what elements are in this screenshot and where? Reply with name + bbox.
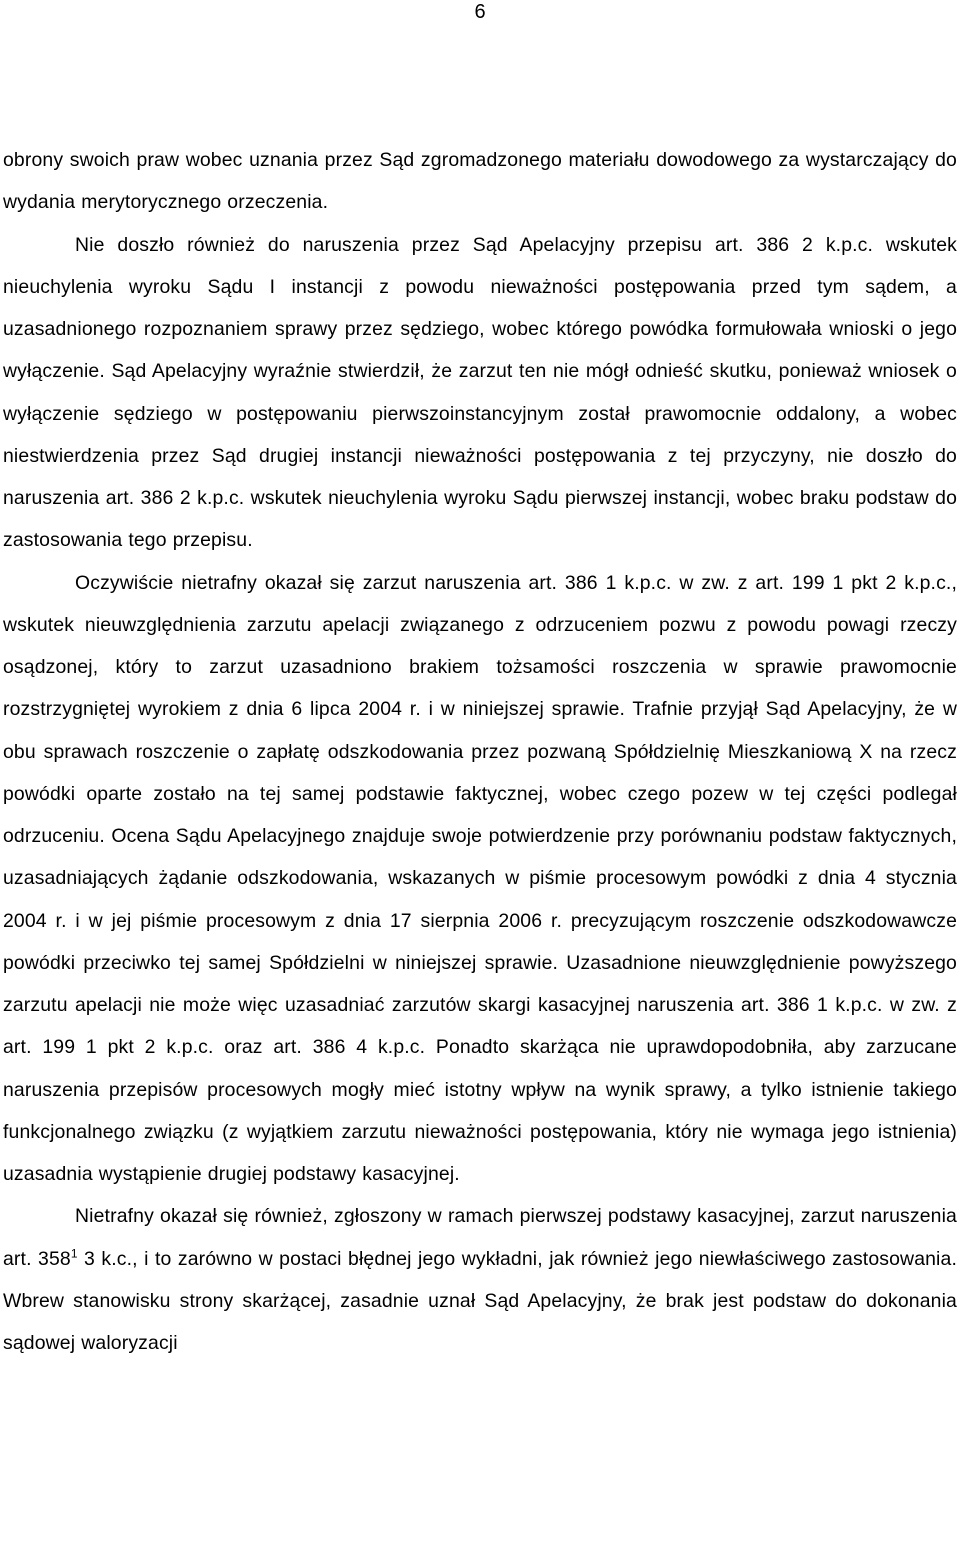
document-body	[3, 139, 957, 1364]
paragraph-2: Nie doszło również do naruszenia przez Sąd Apelacyjny przepisu art. 386 2 k.p.c. wskutek nieuchylenia wyroku Sądu I instancji z powodu nieważności postępowania przed tym sądem, a uzasadnionego rozpoznaniem sprawy przez sędziego, wobec którego powódka formułowała wnioski o jego wyłączenie. Sąd Apelacyjny wyraźnie stwierdził, że zarzut ten nie mógł odnieść skutku, ponieważ wniosek o wyłączenie sędziego w postępowaniu pierwszoinstancyjnym został prawomocnie oddalony, a wobec niestwierdzenia przez Sąd drugiej instancji nieważności postępowania z tej przyczyny, nie doszło do naruszenia art. 386 2 k.p.c. wskutek nieuchylenia wyroku Sądu pierwszej instancji, wobec braku podstaw do zastosowania tego przepisu.	[3, 233, 957, 552]
paragraph-4-superscript: 1	[70, 1246, 78, 1261]
paragraph-3: Oczywiście nietrafny okazał się zarzut naruszenia art. 386 1 k.p.c. w zw. z art. 199 1 pkt 2 k.p.c., wskutek nieuwzględnienia zarzutu apelacji związanego z odrzuceniem pozwu z powodu powagi rzeczy osądzonej, który to zarzut uzasadniono brakiem tożsamości roszczenia w sprawie prawomocnie rozstrzygniętej wyrokiem z dnia 6 lipca 2004 r. i w niniejszej sprawie. Trafnie przyjął Sąd Apelacyjny, że w obu sprawach roszczenie o zapłatę odszkodowania przez pozwaną Spółdzielnię Mieszkaniową X na rzecz powódki oparte zostało na tej samej podstawie faktycznej, wobec czego pozew w tej części podlegał odrzuceniu. Ocena Sądu Apelacyjnego znajduje swoje potwierdzenie przy porównaniu podstaw faktycznych, uzasadniających żądanie odszkodowania, wskazanych w piśmie procesowym powódki z dnia 4 stycznia 2004 r. i w jej piśmie procesowym z dnia 17 sierpnia 2006 r. precyzującym roszczenie odszkodowawcze powódki przeciwko tej samej Spółdzielni w niniejszej sprawie. Uzasadnione nieuwzględnienie powyższego zarzutu apelacji nie może więc uzasadniać zarzutów skargi kasacyjnej naruszenia art. 386 1 k.p.c. w zw. z art. 199 1 pkt 2 k.p.c. oraz art. 386 4 k.p.c. Ponadto skarżąca nie uprawdopodobniła, aby zarzucane naruszenia przepisów procesowych mogły mieć istotny wpływ na wynik sprawy, a tylko istnienie takiego funkcjonalnego związku (z wyjątkiem zarzutu nieważności postępowania, który nie wymaga jego istnienia) uzasadnia wystąpienie drugiej podstawy kasacyjnej.	[3, 571, 957, 1185]
paragraph-4-text-before: Nietrafny okazał się również, zgłoszony w ramach pierwszej podstawy kasacyjnej, zarzut naruszenia art. 358	[3, 1205, 957, 1270]
paragraph-4-text-after: 3 k.c., i to zarówno w postaci błędnej jego wykładni, jak również jego niewłaściwego zastosowania. Wbrew stanowisku strony skarżącej, zasadnie uznał Sąd Apelacyjny, że brak jest podstaw do dokonania sądowej waloryzacji	[3, 1247, 957, 1354]
paragraph-1: obrony swoich praw wobec uznania przez Sąd zgromadzonego materiału dowodowego za wystarczający do wydania merytorycznego orzeczenia.	[3, 149, 957, 214]
page-number: 6	[474, 1, 486, 23]
paragraph-4	[3, 1195, 957, 1364]
